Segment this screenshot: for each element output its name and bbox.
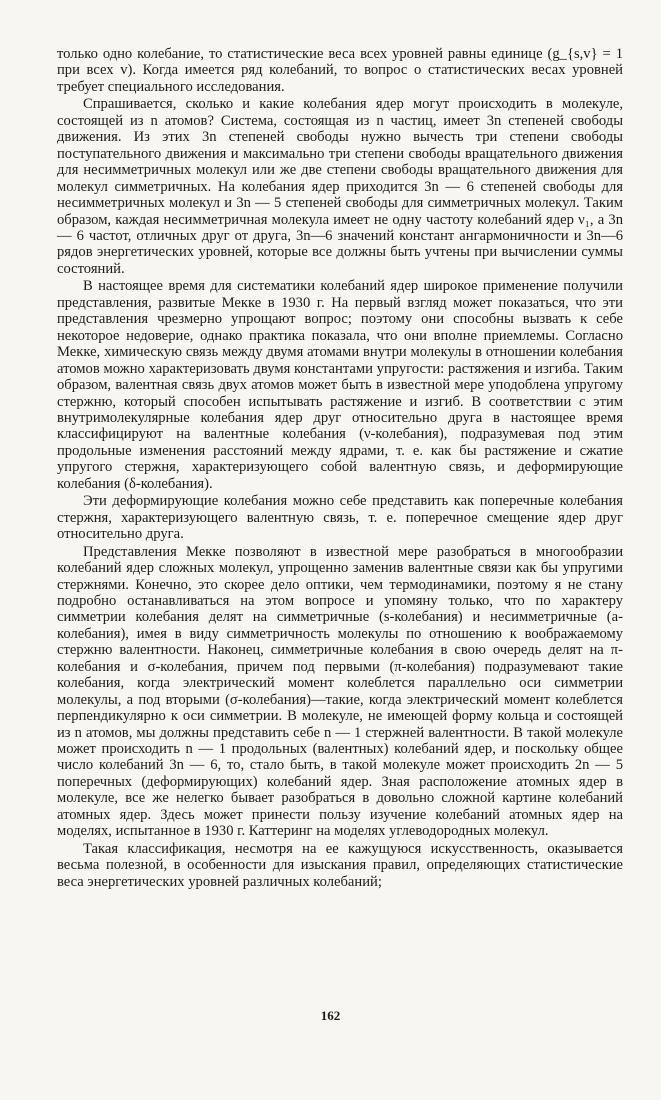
body-text xyxy=(57,46,623,890)
paragraph-5: Представления Мекке позволяют в известной мере разобраться в многообразии колебаний ядер сложных молекул, упрощенно заменив валентные связи как бы упругими стержнями. Конечно, это скорее дело оптики, чем термодинамики, поэтому я не стану подробно останавливаться на этом вопросе и упомяну только, что по характеру симметрии колебания делят на симметричные (s-колебания) и несимметричные (a-колебания), имея в виду симметричность молекулы по отношению к воображаемому стержню валентности. Наконец, симметричные колебания в свою очередь делят на π-колебания и σ-колебания, причем под первыми (π-колебания) подразумевают такие колебания, когда электрический момент колеблется параллельно оси симметрии молекулы, а под вторыми (σ-колебания)—такие, когда электрический момент колеблется перпендикулярно к оси симметрии. В молекуле, не имеющей форму кольца и состоящей из n атомов, мы должны представить себе n — 1 стержней валентности. В такой молекуле может происходить n — 1 продольных (валентных) колебаний ядер, и поскольку общее число колебаний 3n — 6, то, стало быть, в такой молекуле может происходить 2n — 5 поперечных (деформирующих) колебаний ядер. Зная расположение атомных ядер в молекуле, все же нелегко бывает разобраться в довольно сложной картине колебаний атомных ядер. Здесь может принести пользу изучение колебаний атомных ядер на моделях, испытанное в 1930 г. Каттеринг на моделях углеводородных молекул. xyxy=(57,543,623,840)
page-number: 162 xyxy=(320,1008,341,1023)
paragraph-1: только одно колебание, то статистические веса всех уровней равны единице (g_{s,v} = 1 при всех v). Когда имеется ряд колебаний, то вопрос о статистических весах уровней требует специального исследования. xyxy=(57,46,623,95)
paragraph-6: Такая классификация, несмотря на ее кажущуюся искусственность, оказывается весьма полезной, в особенности для изыскания правил, определяющих статистические веса энергетических уровней различных колебаний; xyxy=(57,840,623,890)
paragraph-3: В настоящее время для систематики колебаний ядер широкое применение получили представления, развитые Мекке в 1930 г. На первый взгляд может показаться, что эти представления чрезмерно упрощают вопрос; поэтому они способны вызвать к себе некоторое недоверие, однако практика показала, что они вполне приемлемы. Согласно Мекке, химическую связь между двумя атомами внутри молекулы в отношении колебания атомов можно характеризовать двумя константами упругости: растяжения и изгиба. Таким образом, валентная связь двух атомов может быть в известной мере уподоблена упругому стержню, который способен испытывать растяжение и изгиб. В соответствии с этим внутримолекулярные колебания ядер друг относительно друга в настоящее время классифицируют на валентные колебания (ν-колебания), подразумевая под этим продольные изменения расстояний между ядрами, т. е. как бы растяжение и сжатие упругого стержня, характеризующего собой валентную связь, и деформирующие колебания (δ-колебания). xyxy=(57,278,623,492)
paragraph-2: Спрашивается, сколько и какие колебания ядер могут происходить в молекуле, состоящей из n атомов? Система, состоящая из n частиц, имеет 3n степеней свободы движения. Из этих 3n степеней свободы нужно вычесть три степени свободы поступательного движения и максимально три степени свободы вращательного движения для несимметричных молекул или же две степени свободы вращательного движения для молекул симметричных. На колебания ядер приходится 3n — 6 степеней свободы для несимметричных молекул и 3n — 5 степеней свободы для симметричных молекул. Таким образом, каждая несимметричная молекула имеет не одну частоту колебаний ядер ν₁, а 3n — 6 частот, отличных друг от друга, 3n—6 значений констант ангармоничности и 3n—6 рядов энергетических уровней, которые все должны быть учтены при вычислении суммы состояний. xyxy=(57,96,623,277)
paragraph-4: Эти деформирующие колебания можно себе представить как поперечные колебания стержня, характеризующего валентную связь, т. е. поперечное смещение ядер друг относительно друга. xyxy=(57,493,623,543)
